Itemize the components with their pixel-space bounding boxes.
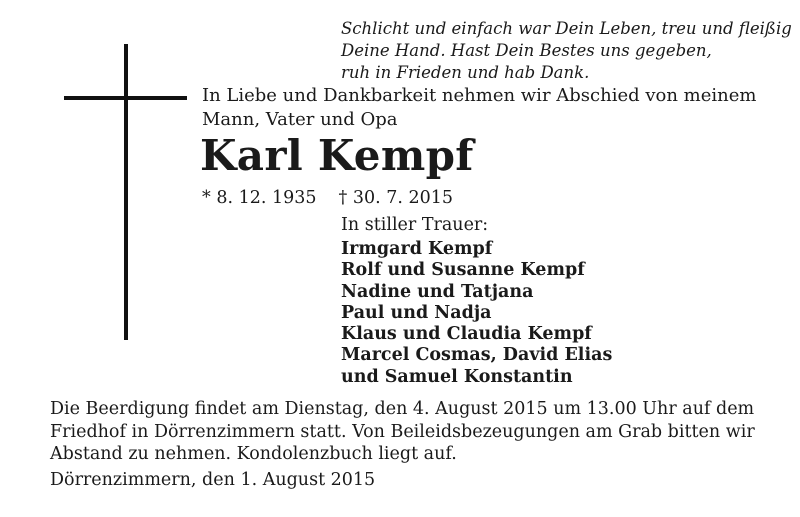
life-dates <box>202 186 453 210</box>
cross-horizontal-bar <box>64 96 187 100</box>
death-date: † 30. 7. 2015 <box>338 188 454 208</box>
deceased-name: Karl Kempf <box>200 131 474 180</box>
mourners-list <box>341 239 612 388</box>
farewell-intro <box>202 84 792 132</box>
funeral-line: Die Beerdigung findet am Dienstag, den 4. August 2015 um 13.00 Uhr auf dem <box>50 399 755 419</box>
funeral-line: Abstand zu nehmen. Kondolenzbuch liegt auf. <box>50 444 457 464</box>
funeral-line: Friedhof in Dörrenzimmern statt. Von Beileidsbezeugungen am Grab bitten wir <box>50 421 755 442</box>
verse-line: Deine Hand. Hast Dein Bestes uns gegeben, <box>341 41 712 60</box>
intro-line: In Liebe und Dankbarkeit nehmen wir Abschied von meinem <box>202 85 757 106</box>
mourner-name: und Samuel Konstantin <box>341 366 573 387</box>
mourner-name: Irmgard Kempf <box>341 239 493 259</box>
birth-date: * 8. 12. 1935 <box>202 188 317 208</box>
place-and-date: Dörrenzimmern, den 1. August 2015 <box>50 470 376 490</box>
verse-line: Schlicht und einfach war Dein Leben, treu und fleißig <box>341 19 792 38</box>
mourner-name: Paul und Nadja <box>341 302 492 323</box>
funeral-details <box>50 398 790 466</box>
mourner-name: Rolf und Susanne Kempf <box>341 260 585 281</box>
intro-line: Mann, Vater und Opa <box>202 109 398 130</box>
memorial-verse <box>341 18 791 84</box>
mourner-name: Nadine und Tatjana <box>341 281 534 302</box>
verse-line: ruh in Frieden und hab Dank. <box>341 63 590 82</box>
mourner-name: Marcel Cosmas, David Elias <box>341 345 613 366</box>
mourner-name: Klaus und Claudia Kempf <box>341 324 592 345</box>
mourning-label: In stiller Trauer: <box>341 215 489 235</box>
cross-vertical-bar <box>124 44 128 340</box>
